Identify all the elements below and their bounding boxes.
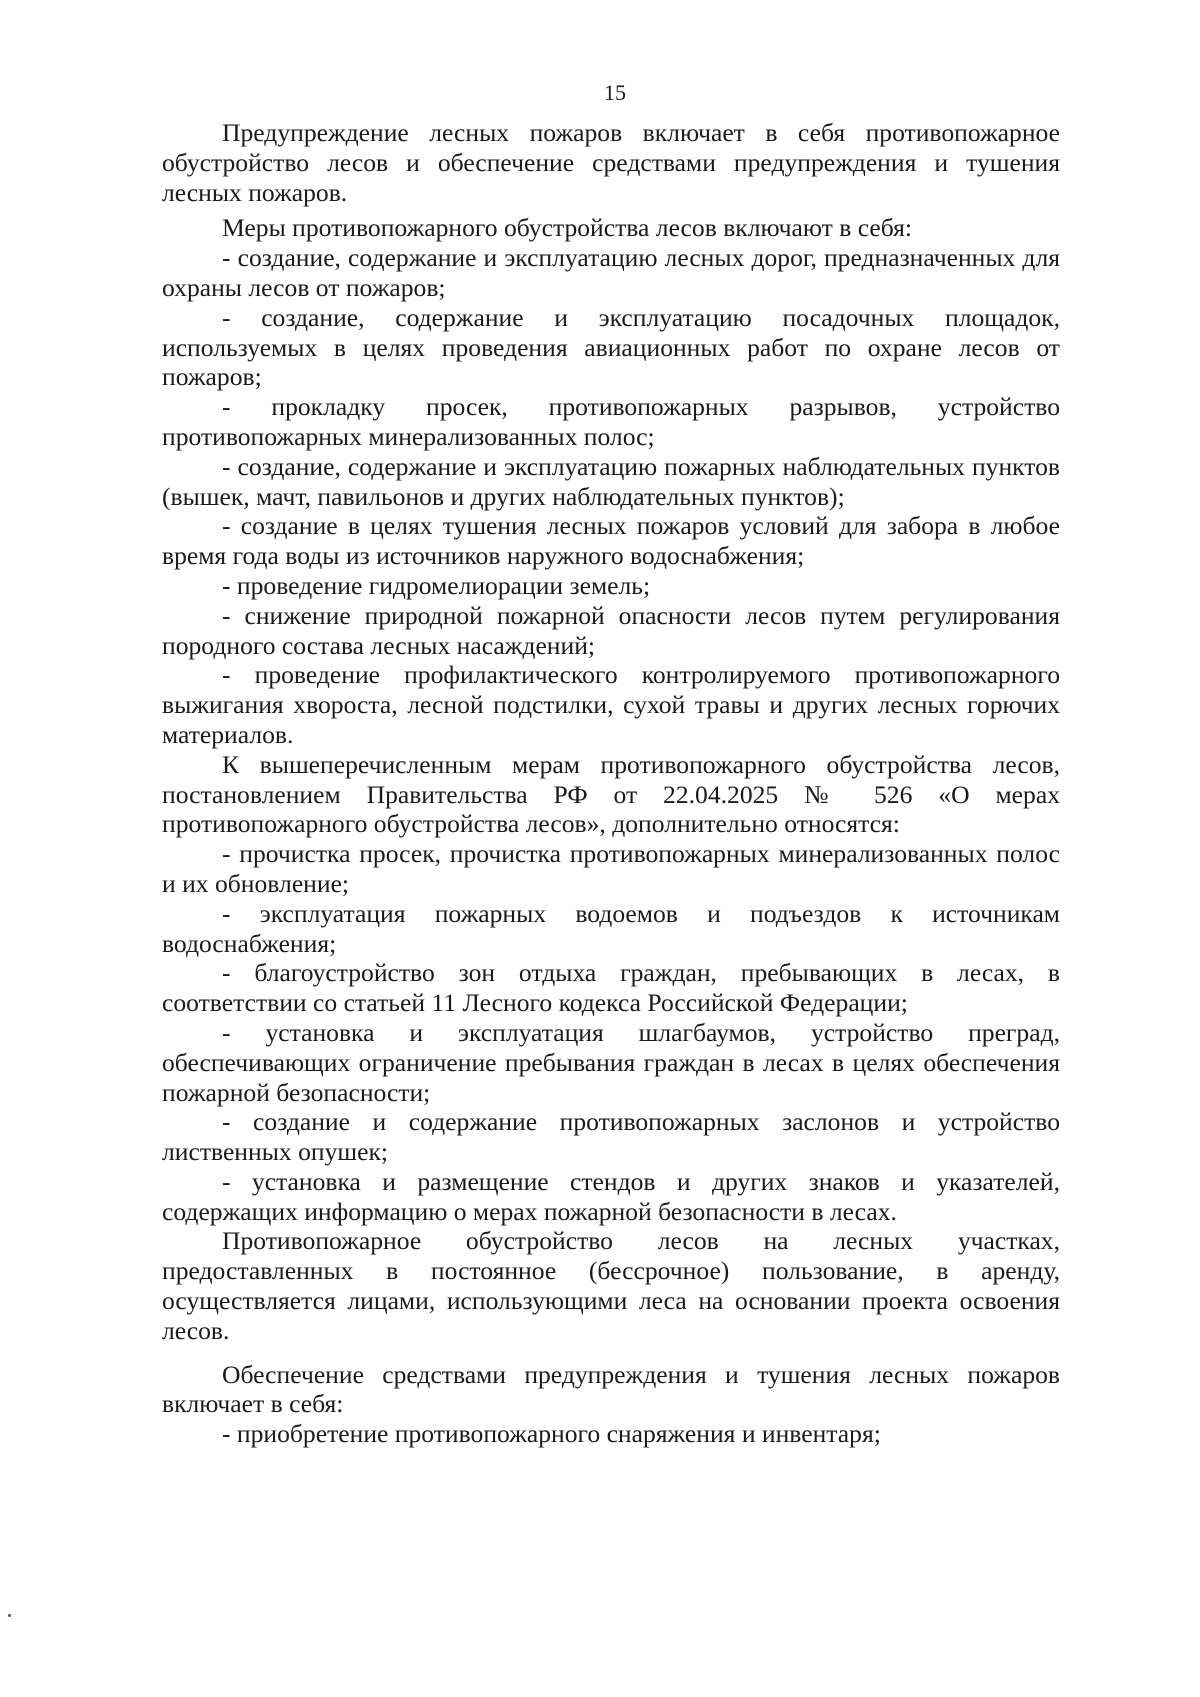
- list-item: - проведение профилактического контролируемого противопожарного выжигания хвороста, лесной подстилки, сухой травы и других лесных горючих материалов.: [162, 660, 1060, 749]
- list-item: - благоустройство зон отдыха граждан, пребывающих в лесах, в соответствии со статьей 11 Лесного кодекса Российской Федерации;: [162, 958, 1060, 1018]
- list-item: - установка и размещение стендов и других знаков и указателей, содержащих информацию о мерах пожарной безопасности в лесах.: [162, 1166, 1060, 1226]
- list-item: - создание и содержание противопожарных заслонов и устройство лиственных опушек;: [162, 1107, 1060, 1167]
- list-item: - создание, содержание и эксплуатацию пожарных наблюдательных пунктов (вышек, мачт, павильонов и других наблюдательных пунктов);: [162, 451, 1060, 511]
- paragraph-intro: Предупреждение лесных пожаров включает в себя противопожарное обустройство лесов и обеспечение средствами предупреждения и тушения лесных пожаров.: [162, 118, 1060, 207]
- list-item: - создание в целях тушения лесных пожаров условий для забора в любое время года воды из источников наружного водоснабжения;: [162, 511, 1060, 571]
- page-number: 15: [604, 80, 626, 105]
- list-item: - эксплуатация пожарных водоемов и подъездов к источникам водоснабжения;: [162, 898, 1060, 958]
- list-item: - снижение природной пожарной опасности лесов путем регулирования породного состава лесных насаждений;: [162, 600, 1060, 660]
- paragraph-responsibility: Противопожарное обустройство лесов на лесных участках, предоставленных в постоянное (бессрочное) пользование, в аренду, осуществляется лицами, использующими леса на основании проекта освоения лесов.: [162, 1226, 1060, 1345]
- scan-dot: [8, 1614, 11, 1617]
- list-item: - прокладку просек, противопожарных разрывов, устройство противопожарных минерализованных полос;: [162, 392, 1060, 451]
- paragraph-means-heading: Обеспечение средствами предупреждения и тушения лесных пожаров включает в себя:: [162, 1359, 1060, 1419]
- paragraph-additional-measures: К вышеперечисленным мерам противопожарного обустройства лесов, постановлением Правительства РФ от 22.04.2025 № 526 «О мерах противопожарного обустройства лесов», дополнительно относятся:: [162, 749, 1060, 839]
- list-item: - прочистка просек, прочистка противопожарных минерализованных полос и их обновление;: [162, 839, 1060, 898]
- list-item: - создание, содержание и эксплуатацию лесных дорог, предназначенных для охраны лесов от пожаров;: [162, 243, 1060, 302]
- list-item: - приобретение противопожарного снаряжения и инвентаря;: [222, 1419, 881, 1449]
- list-item: - установка и эксплуатация шлагбаумов, устройство преград, обеспечивающих ограничение пребывания граждан в лесах в целях обеспечения пожарной безопасности;: [162, 1017, 1060, 1107]
- paragraph-measures-heading: Меры противопожарного обустройства лесов включают в себя:: [222, 213, 913, 243]
- list-item: - проведение гидромелиорации земель;: [222, 570, 651, 600]
- list-item: - создание, содержание и эксплуатацию посадочных площадок, используемых в целях проведения авиационных работ по охране лесов от пожаров;: [162, 302, 1060, 392]
- document-body: [162, 118, 1060, 1449]
